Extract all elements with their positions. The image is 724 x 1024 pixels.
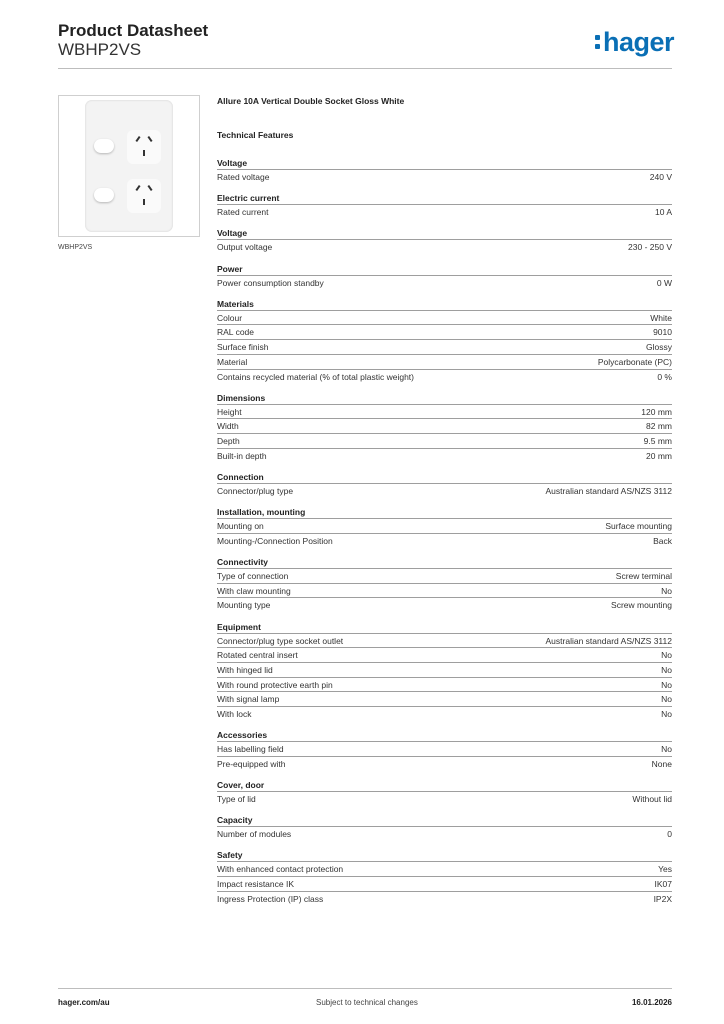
feature-row: [217, 861, 672, 876]
socket-outlet-icon: [127, 179, 161, 213]
section-title: Connection: [217, 471, 264, 482]
feature-label: With claw mounting: [217, 585, 291, 596]
section-title: Cover, door: [217, 780, 265, 791]
feature-value: No: [661, 679, 672, 690]
feature-label: Depth: [217, 436, 240, 447]
hager-logo: [595, 26, 674, 58]
feature-label: Built-in depth: [217, 450, 267, 461]
feature-section: [217, 777, 672, 806]
feature-value: 9010: [653, 327, 672, 338]
feature-row: [217, 533, 672, 548]
feature-label: Has labelling field: [217, 744, 284, 755]
feature-label: Rotated central insert: [217, 650, 298, 661]
feature-value: Screw terminal: [615, 571, 672, 581]
feature-section: [217, 261, 672, 290]
feature-label: With round protective earth pin: [217, 679, 333, 690]
section-title: Voltage: [217, 228, 248, 239]
section-title: Installation, mounting: [217, 507, 306, 518]
feature-label: Contains recycled material (% of total plastic weight): [217, 371, 414, 382]
feature-value: Without lid: [632, 794, 672, 805]
feature-section: [217, 155, 672, 184]
feature-row: [217, 418, 672, 433]
feature-label: Power consumption standby: [217, 277, 324, 288]
section-title: Dimensions: [217, 392, 266, 403]
feature-row: [217, 568, 672, 583]
switch-rocker-icon: [94, 188, 114, 202]
feature-value: Glossy: [646, 342, 672, 353]
technical-features-heading: Technical Features: [217, 130, 294, 140]
feature-row: [217, 583, 672, 598]
feature-section: [217, 619, 672, 721]
feature-value: Polycarbonate (PC): [597, 356, 672, 367]
feature-value: IK07: [654, 879, 672, 890]
feature-value: 10 A: [654, 207, 672, 218]
feature-label: Width: [217, 421, 239, 432]
feature-label: Rated voltage: [217, 172, 270, 182]
feature-row: [217, 791, 672, 806]
feature-row: [217, 339, 672, 354]
feature-section: [217, 469, 672, 498]
feature-value: No: [661, 650, 672, 661]
logo-dots-icon: [595, 35, 600, 49]
socket-outlet-icon: [127, 130, 161, 164]
feature-label: With enhanced contact protection: [217, 864, 344, 875]
feature-value: 20 mm: [646, 450, 672, 461]
feature-value: 120 mm: [641, 406, 672, 417]
feature-row: [217, 518, 672, 533]
feature-sections: [217, 155, 672, 906]
footer-notice: Subject to technical changes: [316, 998, 418, 1007]
section-title: Safety: [217, 850, 243, 861]
datasheet-content: [217, 96, 672, 906]
feature-row: [217, 239, 672, 254]
feature-value: Australian standard AS/NZS 3112: [545, 635, 672, 646]
feature-label: Connector/plug type socket outlet: [217, 635, 344, 646]
feature-row: [217, 448, 672, 463]
feature-value: 82 mm: [646, 421, 672, 432]
feature-label: Material: [217, 356, 248, 367]
socket-plate-icon: [85, 100, 173, 232]
feature-label: With hinged lid: [217, 664, 273, 675]
feature-label: Ingress Protection (IP) class: [217, 893, 324, 904]
feature-section: [217, 504, 672, 547]
feature-label: Type of connection: [217, 571, 289, 581]
feature-row: [217, 483, 672, 498]
footer-date: 16.01.2026: [631, 998, 672, 1007]
feature-value: Yes: [658, 864, 672, 875]
feature-row: [217, 633, 672, 648]
feature-row: [217, 204, 672, 219]
feature-row: [217, 275, 672, 290]
feature-row: [217, 741, 672, 756]
feature-value: Surface mounting: [605, 521, 672, 532]
section-title: Connectivity: [217, 557, 269, 567]
section-title: Capacity: [217, 815, 253, 826]
feature-value: None: [651, 758, 672, 769]
feature-value: No: [661, 744, 672, 755]
feature-row: [217, 891, 672, 906]
feature-row: [217, 310, 672, 325]
feature-value: Australian standard AS/NZS 3112: [545, 485, 672, 496]
product-name: Allure 10A Vertical Double Socket Gloss White: [217, 96, 405, 106]
feature-row: [217, 597, 672, 612]
feature-row: [217, 647, 672, 662]
section-title: Accessories: [217, 730, 268, 741]
product-image: [58, 95, 200, 237]
feature-row: [217, 324, 672, 339]
feature-section: [217, 847, 672, 905]
feature-label: Type of lid: [217, 794, 256, 805]
feature-value: No: [661, 585, 672, 596]
image-caption: WBHP2VS: [58, 244, 93, 251]
feature-value: Back: [653, 535, 672, 546]
feature-row: [217, 756, 672, 771]
feature-row: [217, 876, 672, 891]
footer-divider: [58, 988, 672, 989]
section-title: Electric current: [217, 193, 280, 204]
feature-section: [217, 225, 672, 254]
feature-section: [217, 812, 672, 841]
feature-value: No: [661, 694, 672, 705]
feature-label: Mounting-/Connection Position: [217, 535, 333, 546]
feature-row: [217, 662, 672, 677]
product-code: WBHP2VS: [58, 40, 142, 59]
feature-value: IP2X: [653, 893, 672, 904]
feature-value: 230 - 250 V: [628, 242, 672, 253]
feature-label: Mounting type: [217, 600, 271, 611]
feature-label: Connector/plug type: [217, 485, 294, 496]
feature-label: Rated current: [217, 207, 269, 218]
header-divider: [58, 68, 672, 69]
feature-row: [217, 826, 672, 841]
feature-value: 0 W: [656, 277, 672, 288]
feature-label: Pre-equipped with: [217, 758, 286, 769]
feature-value: No: [661, 664, 672, 675]
feature-label: Impact resistance IK: [217, 879, 295, 890]
feature-label: With signal lamp: [217, 694, 280, 705]
feature-label: Colour: [217, 312, 243, 323]
feature-row: [217, 369, 672, 384]
feature-row: [217, 169, 672, 184]
feature-label: Surface finish: [217, 342, 269, 353]
feature-label: Mounting on: [217, 521, 264, 532]
feature-section: [217, 727, 672, 770]
feature-value: 9.5 mm: [643, 436, 672, 447]
section-title: Voltage: [217, 158, 248, 168]
feature-label: Output voltage: [217, 242, 273, 253]
footer-website: hager.com/au: [58, 998, 110, 1007]
switch-rocker-icon: [94, 139, 114, 153]
document-title: Product Datasheet: [58, 21, 209, 40]
section-title: Materials: [217, 298, 254, 309]
section-title: Equipment: [217, 621, 261, 632]
feature-value: White: [650, 312, 672, 323]
feature-value: No: [661, 709, 672, 719]
feature-row: [217, 404, 672, 419]
logo-wordmark: hager: [602, 26, 674, 57]
feature-value: Screw mounting: [611, 600, 672, 611]
feature-row: [217, 354, 672, 369]
feature-value: 0 %: [657, 371, 672, 382]
feature-label: Height: [217, 406, 242, 417]
section-title: Power: [217, 263, 243, 274]
feature-value: 0: [667, 829, 672, 840]
feature-label: RAL code: [217, 327, 255, 338]
feature-value: 240 V: [649, 172, 672, 182]
feature-label: Number of modules: [217, 829, 292, 840]
feature-label: With lock: [217, 709, 252, 719]
feature-section: [217, 190, 672, 219]
feature-row: [217, 691, 672, 706]
feature-section: [217, 554, 672, 612]
feature-section: [217, 390, 672, 463]
feature-row: [217, 706, 672, 721]
feature-row: [217, 677, 672, 692]
feature-section: [217, 296, 672, 383]
feature-row: [217, 433, 672, 448]
